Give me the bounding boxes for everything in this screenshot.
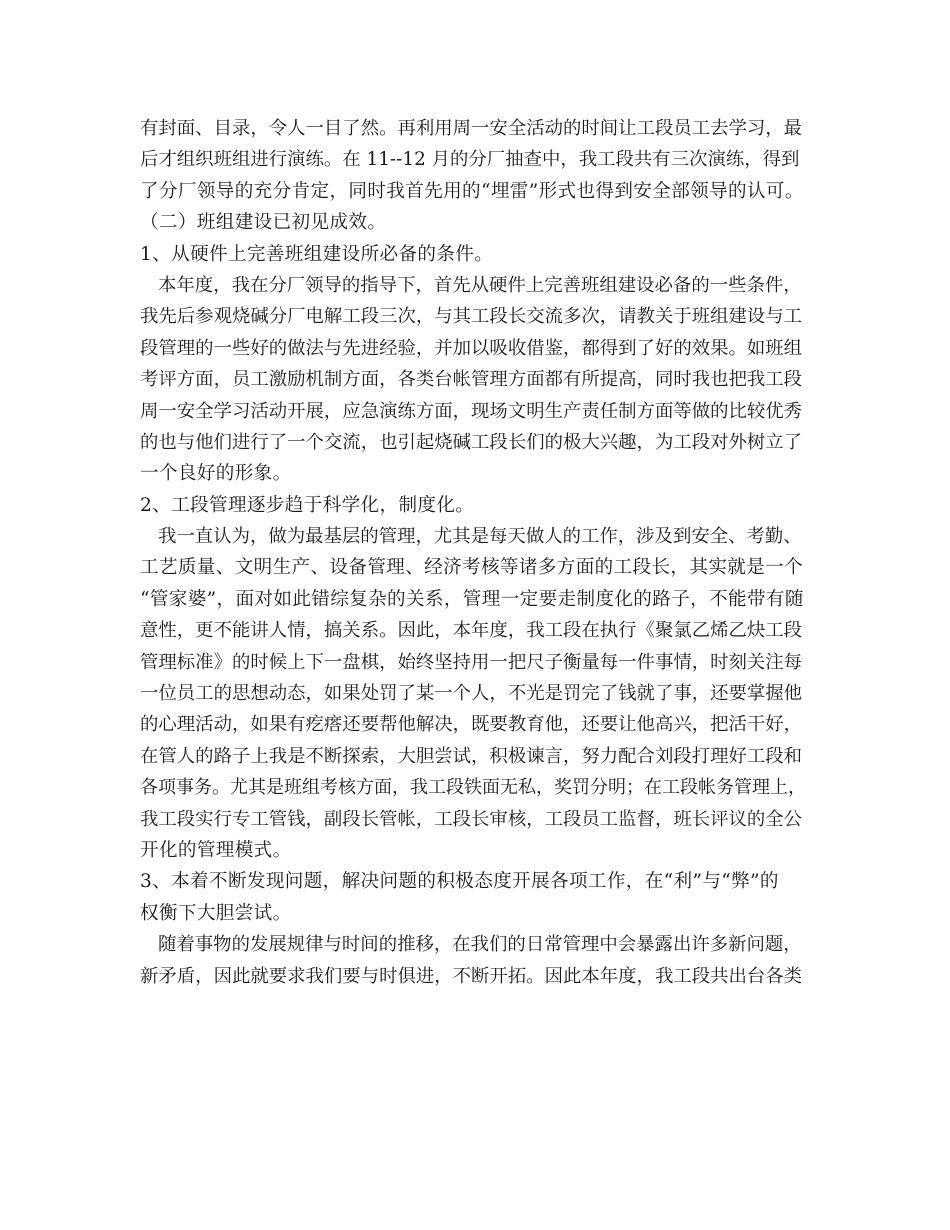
text-line: 管理标准》的时候上下一盘棋，始终坚持用一把尺子衡量每一件事情，时刻关注每	[140, 651, 803, 673]
paragraph-first-line: 我一直认为，做为最基层的管理，尤其是每天做人的工作，涉及到安全、考勤、	[158, 526, 802, 548]
text-line: 了分厂领导的充分肯定，同时我首先用的“埋雷”形式也得到安全部领导的认可。	[140, 180, 804, 202]
text-line: 意性，更不能讲人情，搞关系。因此，本年度，我工段在执行《聚氯乙烯乙炔工段	[140, 620, 803, 642]
subsection-heading-cont: 权衡下大胆尝试。	[140, 902, 292, 924]
text-line: 开化的管理模式。	[140, 839, 292, 861]
subsection-heading: 2、工段管理逐步趋于科学化，制度化。	[140, 494, 475, 516]
text-line: 的心理活动，如果有疙瘩还要帮他解决，既要教育他，还要让他高兴，把活干好，	[140, 714, 803, 736]
text-line: 我先后参观烧碱分厂电解工段三次，与其工段长交流多次，请教关于班组建设与工	[140, 306, 803, 328]
paragraph-first-line: 本年度，我在分厂领导的指导下，首先从硬件上完善班组建设必备的一些条件，	[158, 274, 802, 296]
document-body	[140, 113, 812, 992]
text-line: 一位员工的思想动态，如果处罚了某一个人，不光是罚完了钱就了事，还要掌握他	[140, 683, 803, 705]
text-line: 在管人的路子上我是不断探索，大胆尝试，积极谏言，努力配合刘段打理好工段和	[140, 745, 803, 767]
text-line: 考评方面，员工激励机制方面，各类台帐管理方面都有所提高，同时我也把我工段	[140, 369, 803, 391]
text-line: 周一安全学习活动开展，应急演练方面，现场文明生产责任制方面等做的比较优秀	[140, 400, 803, 422]
text-line: 的也与他们进行了一个交流，也引起烧碱工段长们的极大兴趣，为工段对外树立了	[140, 431, 803, 453]
paragraph-first-line: 随着事物的发展规律与时间的推移，在我们的日常管理中会暴露出许多新问题，	[158, 934, 802, 956]
text-line: 我工段实行专工管钱，副段长管帐，工段长审核，工段员工监督，班长评议的全公	[140, 808, 803, 830]
subsection-heading: 3、本着不断发现问题，解决问题的积极态度开展各项工作，在“利”与“弊”的	[140, 871, 779, 893]
text-line: 有封面、目录，令人一目了然。再利用周一安全活动的时间让工段员工去学习，最	[140, 118, 803, 139]
text-line: 工艺质量、文明生产、设备管理、经济考核等诸多方面的工段长，其实就是一个	[140, 557, 804, 579]
text-line: 一个良好的形象。	[140, 463, 292, 485]
section-heading: （二）班组建设已初见成效。	[140, 212, 387, 234]
text-line: 段管理的一些好的做法与先进经验，并加以吸收借鉴，都得到了好的效果。如班组	[140, 337, 803, 359]
text-line: “管家婆”，面对如此错综复杂的关系，管理一定要走制度化的路子，不能带有随	[140, 588, 804, 610]
subsection-heading: 1、从硬件上完善班组建设所必备的条件。	[140, 243, 494, 265]
text-line: 后才组织班组进行演练。在 11--12 月的分厂抽查中，我工段共有三次演练，得到	[140, 149, 800, 171]
text-line: 新矛盾，因此就要求我们要与时俱进，不断开拓。因此本年度，我工段共出台各类	[140, 965, 803, 987]
text-line: 各项事务。尤其是班组考核方面，我工段铁面无私，奖罚分明；在工段帐务管理上，	[140, 777, 806, 799]
